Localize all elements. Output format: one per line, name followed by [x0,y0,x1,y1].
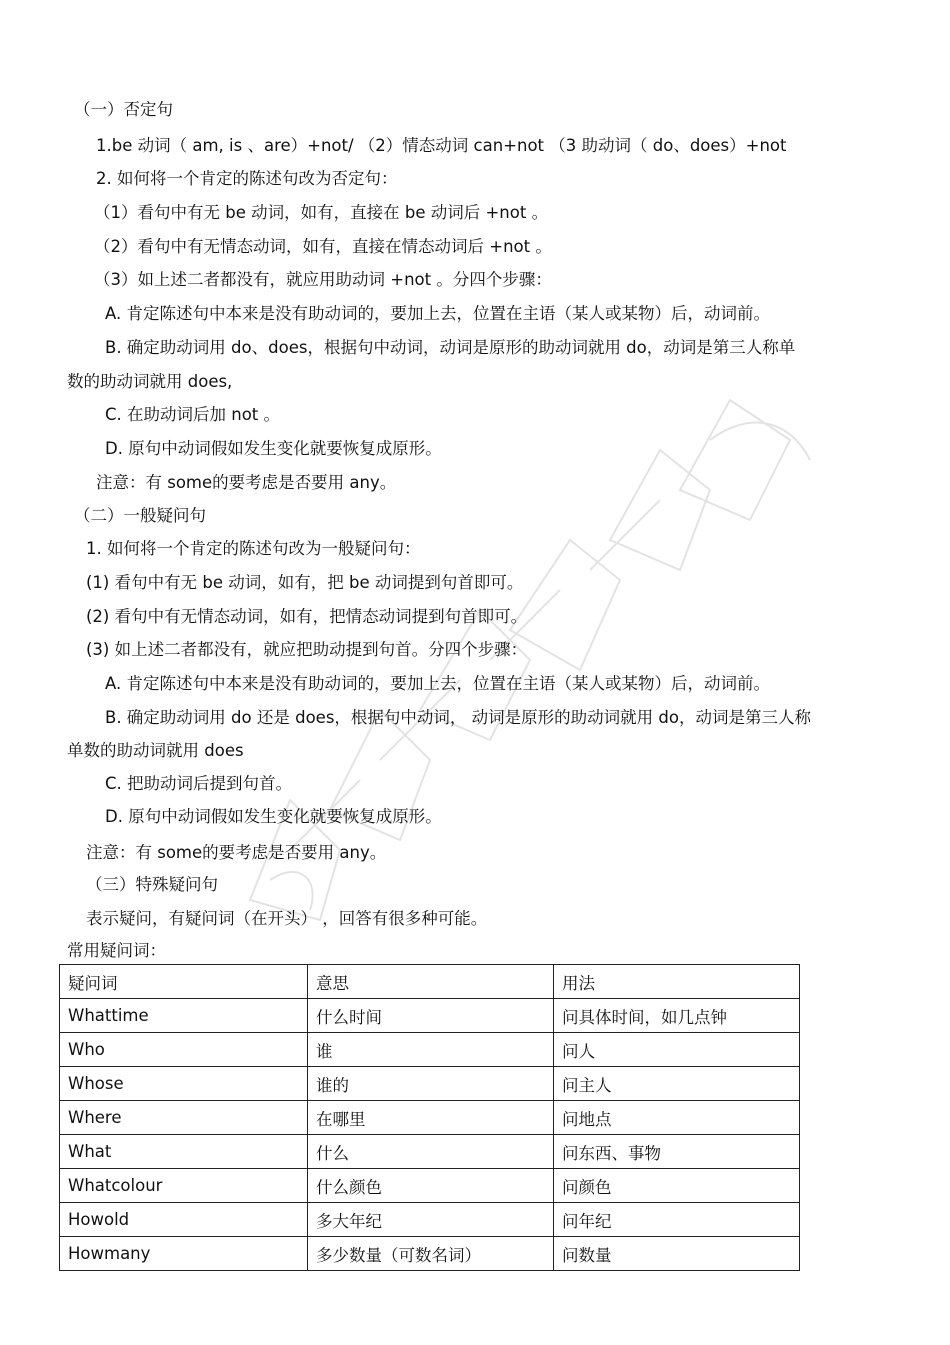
header-cell: 疑问词 [60,965,308,999]
table-cell: 谁的 [308,1067,554,1101]
text-line: 2. 如何将一个肯定的陈述句改为否定句： [96,169,398,188]
text-line: (1) 看句中有无 be 动词，如有，把 be 动词提到句首即可。 [86,573,524,592]
step-b: B. 确定助动词用 do、does，根据句中动词，动词是原形的助动词就用 do，动词是第三人称单 [105,338,796,357]
table-cell: Whose [60,1067,308,1101]
text-line: （1）看句中有无 be 动词，如有，直接在 be 动词后 +not 。 [94,203,549,222]
step-d: D. 原句中动词假如发生变化就要恢复成原形。 [105,807,442,826]
table-cell: Whattime [60,999,308,1033]
table-row [60,1237,800,1271]
note: 注意：有 some的要考虑是否要用 any。 [96,473,397,492]
table-cell: Howold [60,1203,308,1237]
step-a: A. 肯定陈述句中本来是没有助动词的，要加上去，位置在主语（某人或某物）后，动词前。 [105,674,770,693]
table-cell: Whatcolour [60,1169,308,1203]
table-cell: Where [60,1101,308,1135]
section-3-title: （三）特殊疑问句 [86,875,218,894]
note: 注意：有 some的要考虑是否要用 any。 [86,843,387,862]
table-cell: 问东西、事物 [554,1135,800,1169]
table-cell: 多大年纪 [308,1203,554,1237]
table-cell: Howmany [60,1237,308,1271]
text-line: 表示疑问，有疑问词（在开头） ，回答有很多种可能。 [86,909,488,928]
negation-rule-line: 1.be 动词（ am, is 、are）+not/ （2）情态动词 can+not （3 助动词（ do、does）+not [96,136,787,155]
text-line: 1. 如何将一个肯定的陈述句改为一般疑问句： [86,539,421,558]
table-cell: 问具体时间，如几点钟 [554,999,800,1033]
question-words-table [59,964,800,1271]
text-line: (2) 看句中有无情态动词，如有，把情态动词提到句首即可。 [86,607,528,626]
section-2-title: （二）一般疑问句 [74,506,206,525]
table-cell: 问颜色 [554,1169,800,1203]
step-d: D. 原句中动词假如发生变化就要恢复成原形。 [105,439,442,458]
text-line: （3）如上述二者都没有，就应用助动词 +not 。分四个步骤： [94,270,552,289]
table-caption: 常用疑问词： [67,941,166,960]
step-c: C. 把助动词后提到句首。 [105,774,293,793]
table-row [60,1033,800,1067]
table-cell: 什么 [308,1135,554,1169]
table-row [60,1203,800,1237]
table-cell: 在哪里 [308,1101,554,1135]
table-cell: 问年纪 [554,1203,800,1237]
table-cell: 什么时间 [308,999,554,1033]
table-cell: 问人 [554,1033,800,1067]
table-cell: Who [60,1033,308,1067]
table-cell: 问数量 [554,1237,800,1271]
table-cell: 多少数量（可数名词） [308,1237,554,1271]
table-header-row [60,965,800,999]
step-c: C. 在助动词后加 not 。 [105,405,281,424]
section-1-title: （一）否定句 [74,100,173,119]
table-row [60,1135,800,1169]
text-line: （2）看句中有无情态动词，如有，直接在情态动词后 +not 。 [94,237,552,256]
table-row [60,1169,800,1203]
table-cell: 什么颜色 [308,1169,554,1203]
step-b-continued: 数的助动词就用 does, [67,372,233,391]
header-cell: 用法 [554,965,800,999]
table-cell: 问地点 [554,1101,800,1135]
table-cell: What [60,1135,308,1169]
text-line: (3) 如上述二者都没有，就应把助动提到句首。分四个步骤： [86,640,528,659]
step-b-continued: 单数的助动词就用 does [67,741,244,760]
table-row [60,999,800,1033]
table-row [60,1101,800,1135]
header-cell: 意思 [308,965,554,999]
table-cell: 谁 [308,1033,554,1067]
table-row [60,1067,800,1101]
step-a: A. 肯定陈述句中本来是没有助动词的，要加上去，位置在主语（某人或某物）后，动词前。 [105,304,770,323]
table-cell: 问主人 [554,1067,800,1101]
step-b: B. 确定助动词用 do 还是 does，根据句中动词， 动词是原形的助动词就用 do，动词是第三人称 [105,708,811,727]
